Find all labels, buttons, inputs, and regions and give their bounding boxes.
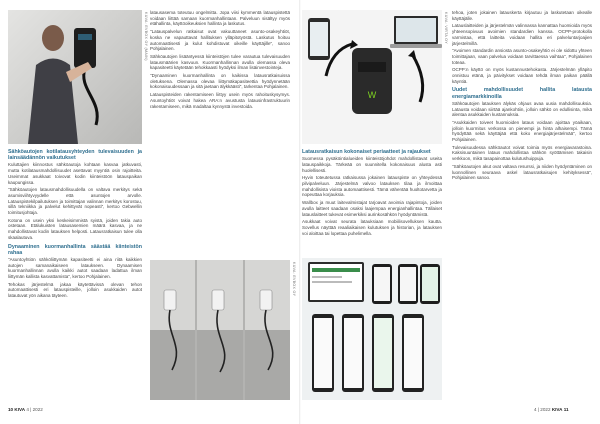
svg-text:W: W: [367, 90, 377, 100]
paragraph: Tulevaisuudessa sähköautot voivat toimia myös energiavarastoina. Kaksisuuntainen lataus mahdollistaa sähkön syöttämisen takaisin verkkoon, mikä tasapainottaa kulutushuippuja.: [452, 144, 592, 162]
section-heading: Dynaaminen kuormanhallinta säästää kiinteistön rahaa: [8, 243, 142, 256]
section-heading: Sähköautojen kotilatausyhteyden tulevaisuuden ja lainsäädännön vaikutukset: [8, 149, 142, 162]
paragraph: OCPP:n käyttö on myös kustannustehokasta. Järjestelmän ylläpito onnistuu etänä, ja päivitykset voidaan tehdä ilman paikan päällä käyntiä.: [452, 67, 592, 84]
left-footer: [8, 407, 43, 412]
magazine-name: KIVA: [551, 407, 563, 412]
paragraph: "Sähköautojen akut ovat valtava resurssi, ja niiden hyödyntäminen on luonnollinen seuraava askel latausratkaisujen kehityksessä", Pohjalainen sanoo.: [452, 163, 592, 181]
photo-credit-garage: KUVA: EVBOX OY: [292, 262, 296, 297]
page-number: 10: [8, 407, 14, 412]
paragraph: tehoa, joten jokainen latauskerta kirjautuu ja laskutetaan oikealle käyttäjälle.: [452, 10, 592, 21]
paragraph: Kuluttajien kiinnostus sähköautoja kohtaan kasvaa jatkuvasti, mutta kotilatausmahdollisuudet asettavat myyntiä osin rajoitteita. Useimmat asukkaat toivovat kodin kiinteistöön latauspaikan kaupungissa.: [8, 162, 142, 185]
paragraph: latausasema toteutuu ongelmitta. Jopa viisi kymmentä latauspistettä voidaan liittää samaan kuormanhallintaan. Palveluun sisältyy myös etähallinta, käyttöoikeuksien hallinta ja laskutus.: [150, 10, 290, 27]
paragraph: Latauslaitteiden ja järjestelmän valinnassa kannattaa huomioida myös yhteensopivuus avoimien standardien kanssa. OCPP-protokolla varmistaa, että laitteita voidaan hallita eri palveluntarjoajien järjestelmillä.: [452, 23, 592, 46]
paragraph: "Avoimen standardin ansiosta asunto-osakeyhtiö ei ole sidottu yhteen toimittajaan, vaan palvelua voidaan tarvittaessa vaihtaa", Pohjalainen toteaa.: [452, 48, 592, 65]
issue-number: 4 | 2022: [534, 407, 551, 412]
charger-photo-left: [8, 10, 142, 144]
app-screens-photo: [302, 258, 442, 400]
parking-garage-photo: [150, 260, 290, 400]
paragraph: Kotona on usein yksi keskeisimmistä syistä, joiden takia auto ostetaan. Etälukuisten latausasemien määrä kasvaa, ja ne mahdollistavat kodin latauksen helposti. Latausratkaisun tulee olla skaalautuva.: [8, 217, 142, 240]
paragraph: Hyvin toteutetussa ratkaisussa jokainen latauspiste on yhteydessä pilvipalveluun. Järjestelmä valvoo latauksen tilaa ja ilmoittaa mahdollisista vioista automaattisesti. Tämä vähentää huoltotarvetta ja nopeuttaa korjauksia.: [302, 175, 442, 198]
paragraph: "Latauspalvelun ratkaisut ovat vakuuttaneet asunto-osakeyhtiöt, koska ne vapauttavat hallituksen ylläpitotyöstä. Laskutus hoituu automaattisesti ja kulut kohdistuvat oikeille käyttäjille", sanoo Pohjalainen.: [150, 29, 290, 52]
paragraph: Sähköautojen lisääntyessä kiinteistöjen tulee varautua tulevaisuuden latausmäärien kasvuun. Kuormanhallinnan avulla olemassa oleva kapasiteetti käytetään tehokkaasti hyödyksi ilman lisäinvestointeja.: [150, 53, 290, 71]
section-heading: Latausratkaisun kokonaiset periaatteet ja rajaukset: [302, 149, 431, 155]
paragraph: "Asukkaiden toiveet huomioiden lataus voidaan ajoittaa yöaikaan, jolloin kuormitus verkossa on pienempi ja hinta alhaisempi. Tämä hyödyttää sekä käyttäjää että koko energiajärjestelmää", kertoo Pohjalainen.: [452, 119, 592, 143]
right-column-2: [452, 10, 592, 402]
issue-number: 4 | 2022: [26, 407, 43, 412]
right-footer: [534, 407, 569, 412]
charger-app-photo: [302, 10, 442, 144]
paragraph: Sähköautojen latauksen älykäs ohjaus avaa uusia mahdollisuuksia. Latausta voidaan siirtää ajankohtiin, jolloin sähkö on edullisinta, mikä alentaa asukkaiden kustannuksia.: [452, 100, 592, 118]
photo-credit-left: KUVA: EVBOX OY (MAIN): [144, 12, 148, 61]
right-column-1: [302, 146, 442, 254]
page-number: 11: [563, 407, 569, 412]
photo-credit-right: KUVA: VIRTA OY: [444, 12, 448, 44]
paragraph: "Sähköautojen latausmahdollisuudella on valtava merkitys sekä asumisviihtyvyydelle että asuntojen arvolle. Latauspistekilpailutuksen ja toimittajan valinnan merkitys korostuu, sillä tekniikka ja palvelut kehittyvät nopeasti", kertoo Gebwellin toimitusjohtaja.: [8, 187, 142, 216]
left-column-2: [150, 10, 290, 255]
magazine-name: KIVA: [14, 407, 26, 412]
paragraph: Suomessa pysäköintialueiden kiinteistöjohdot mahdollistavat useita latauspaikkoja. Tärkeää on suunnitella kokonaisuus alusta asti huolellisesti.: [302, 156, 442, 173]
spine-gutter: [299, 0, 301, 424]
paragraph: Latauspisteiden rakentamiseen liittyy usein myös rahoituskysymys. Asuntoyhtiöt voivat hakea ARA:n avustusta latausinfrastruktuurin rakentamiseen, mikä madaltaa kynnystä investoida.: [150, 92, 290, 109]
paragraph: "Dynaaminen kuormanhallinta on kaikissa latausratkaisuissa oletuksena. Olemassa olevaa liittymäkapasiteettia hyödynnetään kokonaisuudessaan ja sitä jaetaan älykkäästi", tarkentaa Pohjalainen.: [150, 73, 290, 90]
section-heading: Uudet mahdollisuudet hallita latausta energiamarkkinoilla: [452, 87, 592, 100]
left-column-1: [8, 146, 142, 404]
paragraph: Asukkaat voivat seurata latauksiaan mobiilisovelluksen kautta. Sovellus näyttää reaaliaikaisen kulutuksen ja historian, ja latauksen voi aloittaa tai lopettaa puhelimella.: [302, 219, 442, 236]
paragraph: "Asuntoyhtiön sähköliittymän kapasiteetti ei aina riitä kaikkien autojen samanaikaiseen lataukseen. Dynaamisen kuormanhallinnan avulla kaikki autot saadaan ladattua ilman liittymän kallista kasvattamista", kertoo Pohjalainen.: [8, 256, 142, 280]
paragraph: Tehokas järjestelmä jakaa käytettävissä olevan tehon automaattisesti eri latauspisteille, jolloin asukkaiden autot latautuvat yön aikana täyteen.: [8, 281, 142, 299]
paragraph: Wallbox ja muut laitevalmistajat tarjoavat avoimia rajapintoja, joiden avulla laitteet saadaan osaksi laajempaa energianhallintaa. Tällaiset latauslaitteet tukevat esimerkiksi aurinkosähkön hyödyntämistä.: [302, 200, 442, 217]
